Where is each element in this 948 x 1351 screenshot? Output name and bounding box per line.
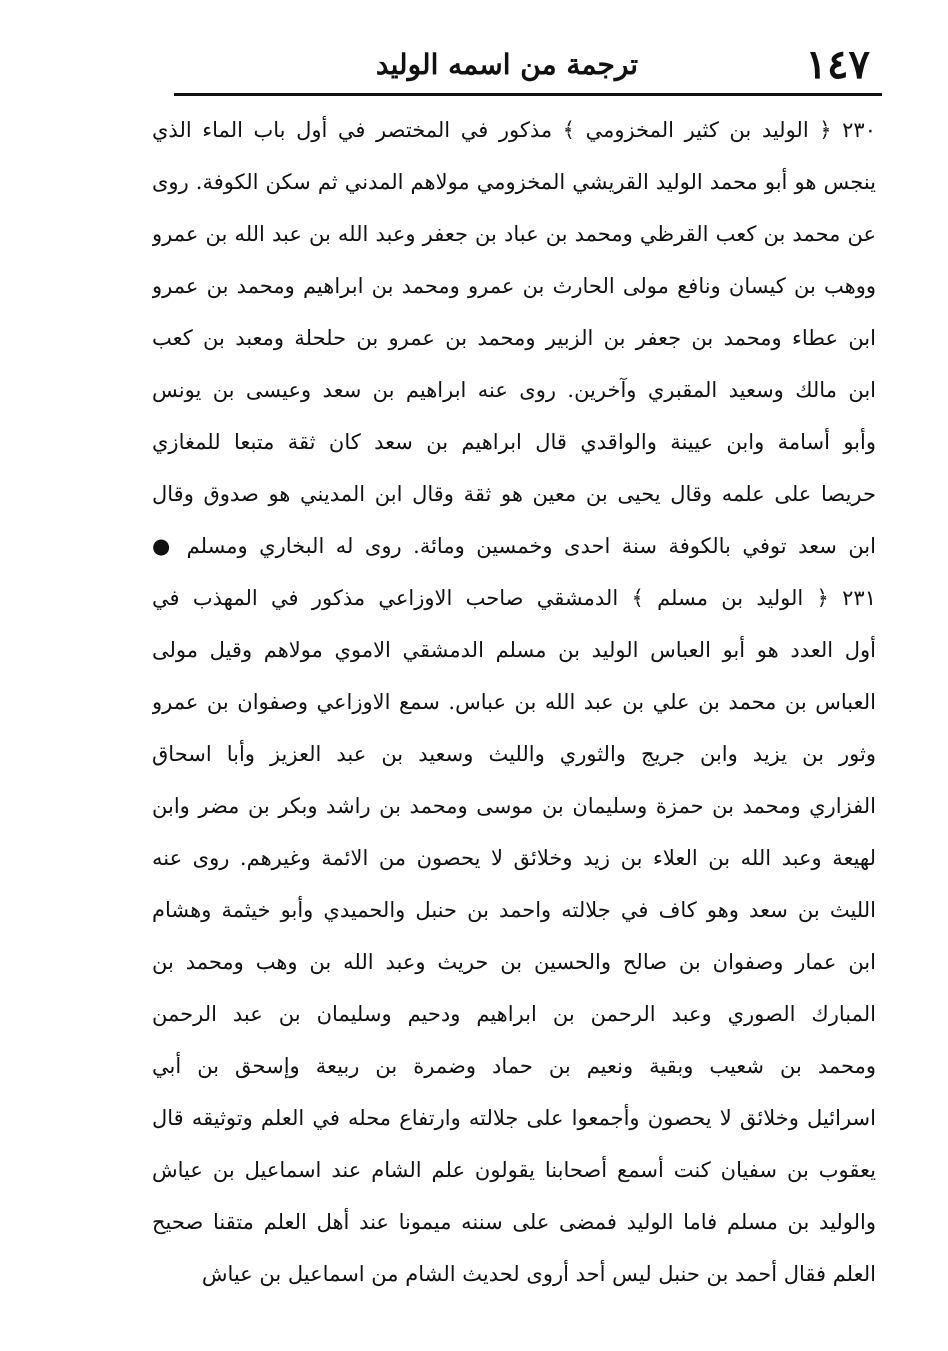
text-line: وأبو أسامة وابن عيينة والواقدي قال ابراهيم بن سعد كان ثقة متبعا للمغازي: [152, 430, 876, 454]
body-text: [152, 104, 876, 1300]
page-number: ١٤٧: [805, 41, 870, 88]
text-line: ٢٣٠ ﴿ الوليد بن كثير المخزومي ﴾ مذكور في المختصر في أول باب الماء الذي: [152, 118, 876, 142]
text-line: اسرائيل وخلائق لا يحصون وأجمعوا على جلالته وارتفاع محله في العلم وتوثيقه قال: [152, 1106, 876, 1130]
text-line: والوليد بن مسلم فاما الوليد فمضى على سننه ميمونا عند أهل العلم متقنا صحيح: [152, 1210, 876, 1234]
text-line: ٢٣١ ﴿ الوليد بن مسلم ﴾ الدمشقي صاحب الاوزاعي مذكور في المهذب في: [152, 586, 876, 610]
header-rule: [174, 93, 882, 96]
text-line: ابن مالك وسعيد المقبري وآخرين. روى عنه ابراهيم بن سعد وعيسى بن يونس: [152, 378, 876, 402]
page-header: [178, 40, 876, 90]
text-line: ووهب بن كيسان ونافع مولى الحارث بن عمرو ومحمد بن ابراهيم ومحمد بن عمرو: [152, 274, 876, 298]
text-line: الليث بن سعد وهو كاف في جلالته واحمد بن حنبل والحميدي وأبو خيثمة وهشام: [152, 898, 876, 922]
running-title: ترجمة من اسمه الوليد: [375, 48, 639, 81]
text-line: العلم فقال أحمد بن حنبل ليس أحد أروى لحديث الشام من اسماعيل بن عياش: [201, 1262, 876, 1286]
text-line: ابن عطاء ومحمد بن جعفر بن الزبير ومحمد بن عمرو بن حلحلة ومعبد بن كعب: [152, 326, 876, 350]
text-line: ابن عمار وصفوان بن صالح والحسين بن حريث وعبد الله بن وهب ومحمد بن: [152, 950, 876, 974]
text-line: العباس بن محمد بن علي بن عبد الله بن عباس. سمع الاوزاعي وصفوان بن عمرو: [152, 690, 876, 714]
text-line: لهيعة وعبد الله بن العلاء بن زيد وخلائق لا يحصون من الائمة وغيرهم. روى عنه: [152, 846, 876, 870]
text-line: ومحمد بن شعيب وبقية ونعيم بن حماد وضمرة بن ربيعة وإسحق بن أبي: [152, 1054, 876, 1078]
text-line: وثور بن يزيد وابن جريج والثوري والليث وسعيد بن عبد العزيز وأبا اسحاق: [152, 742, 876, 766]
text-line: حريصا على علمه وقال يحيى بن معين هو ثقة وقال ابن المديني هو صدوق وقال: [152, 482, 876, 506]
text-line: الفزاري ومحمد بن حمزة وسليمان بن موسى ومحمد بن راشد وبكر بن مضر وابن: [152, 794, 876, 818]
text-line: عن محمد بن كعب القرظي ومحمد بن عباد بن جعفر وعبد الله بن عبد الله بن عمرو: [152, 222, 876, 246]
text-line: ينجس هو أبو محمد الوليد القريشي المخزومي مولاهم المدني ثم سكن الكوفة. روى: [152, 170, 876, 194]
text-line: المبارك الصوري وعبد الرحمن بن ابراهيم ودحيم وسليمان بن عبد الرحمن: [152, 1002, 876, 1026]
text-line: يعقوب بن سفيان كنت أسمع أصحابنا يقولون علم الشام عند اسماعيل بن عياش: [152, 1158, 876, 1182]
text-line: ابن سعد توفي بالكوفة سنة احدى وخمسين ومائة. روى له البخاري ومسلم ●: [152, 534, 876, 558]
text-line: أول العدد هو أبو العباس الوليد بن مسلم الدمشقي الاموي مولاهم وقيل مولى: [152, 638, 876, 662]
